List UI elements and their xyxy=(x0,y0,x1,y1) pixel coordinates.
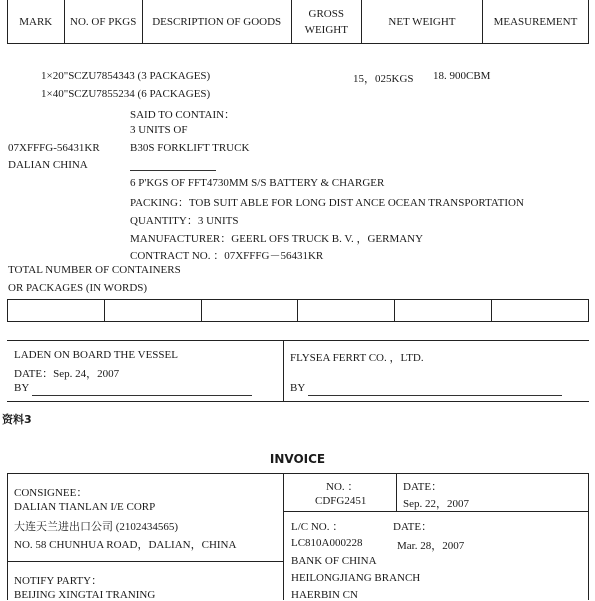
gross-weight-line2: WEIGHT xyxy=(304,23,348,36)
invoice-no-value: CDFG2451 xyxy=(315,495,367,507)
totals-cell xyxy=(105,300,202,321)
laden-date: DATE：Sep. 24，2007 xyxy=(14,368,120,380)
invoice-date-value: Sep. 22，2007 xyxy=(403,498,469,510)
consignee-chinese: 大连天兰进出口公司 (2102434565) xyxy=(14,521,179,533)
lc-no-value: LC810A000228 xyxy=(291,537,363,549)
pkgs-header: NO. OF PKGS xyxy=(65,0,143,43)
invoice-left-border xyxy=(7,473,8,600)
consignee-name: DALIAN TIANLAN I/E CORP xyxy=(14,501,156,513)
forklift-truck: B30S FORKLIFT TRUCK xyxy=(130,142,250,154)
quantity-line: QUANTITY：3 UNITS xyxy=(130,215,239,227)
goods-table-header xyxy=(7,0,589,44)
invoice-date-label: DATE： xyxy=(403,481,443,493)
net-weight-header: NET WEIGHT xyxy=(362,0,483,43)
lc-date-label: DATE： xyxy=(393,521,433,533)
totals-cell xyxy=(298,300,395,321)
section-label: 资料3 xyxy=(2,413,32,426)
gross-weight-header xyxy=(292,0,362,43)
laden-title: LADEN ON BOARD THE VESSEL xyxy=(14,349,178,361)
laden-divider xyxy=(283,340,284,402)
consignee-label: CONSIGNEE： xyxy=(14,487,88,499)
units-of: 3 UNITS OF xyxy=(130,124,188,136)
shipping-mark-2: DALIAN CHINA xyxy=(8,159,88,171)
manufacturer-line: MANUFACTURER：GEERL OFS TRUCK B. V. ，GERMANY xyxy=(130,233,424,245)
bank-city: HAERBIN CN xyxy=(291,589,358,601)
carrier-signature-line xyxy=(308,395,562,396)
invoice-no-date-divider xyxy=(396,473,397,511)
net-weight-value: 15，025KGS xyxy=(353,73,414,85)
consignee-address: NO. 58 CHUNHUA ROAD，DALIAN，CHINA xyxy=(14,539,237,551)
contract-line: CONTRACT NO. ：07XFFFG－56431KR xyxy=(130,250,324,262)
measurement-value: 18. 900CBM xyxy=(433,70,491,82)
laden-by-label: BY xyxy=(14,382,30,394)
invoice-no-label: NO. ： xyxy=(326,481,359,493)
totals-cell xyxy=(202,300,299,321)
container-line-1: 1×20"SCZU7854343 (3 PACKAGES) xyxy=(41,70,211,82)
said-to-contain: SAID TO CONTAIN： xyxy=(130,109,236,121)
container-line-2: 1×40"SCZU7855234 (6 PACKAGES) xyxy=(41,88,211,100)
notify-party-label: NOTIFY PARTY： xyxy=(14,575,103,587)
notify-party-name: BEIJING XINGTAI TRANING xyxy=(14,589,156,601)
invoice-right-row-divider xyxy=(283,511,589,512)
totals-cell xyxy=(492,300,588,321)
totals-strip xyxy=(7,299,589,322)
gross-weight-line1: GROSS xyxy=(308,7,344,20)
description-header: DESCRIPTION OF GOODS xyxy=(143,0,292,43)
laden-signature-line xyxy=(32,395,252,396)
invoice-right-border xyxy=(588,473,589,600)
invoice-mid-divider xyxy=(283,473,284,600)
battery-line: 6 P'KGS OF FFT4730MM S/S BATTERY & CHARGER xyxy=(130,177,385,189)
measurement-header: MEASUREMENT xyxy=(493,15,578,28)
carrier-name: FLYSEA FERRT CO. ，LTD. xyxy=(290,352,424,364)
mark-header: MARK xyxy=(8,0,65,43)
total-containers-label-2: OR PACKAGES (IN WORDS) xyxy=(8,282,148,294)
carrier-by-label: BY xyxy=(290,382,306,394)
invoice-title: INVOICE xyxy=(269,452,326,466)
lc-no-label: L/C NO. ： xyxy=(291,521,344,533)
shipping-mark-1: 07XFFFG-56431KR xyxy=(8,142,100,154)
invoice-top-border xyxy=(7,473,589,474)
packing-line: PACKING：TOB SUIT ABLE FOR LONG DIST ANCE OCEAN TRANSPORTATION xyxy=(130,197,524,209)
totals-cell xyxy=(8,300,105,321)
total-containers-label-1: TOTAL NUMBER OF CONTAINERS xyxy=(8,264,181,276)
bank-name: BANK OF CHINA xyxy=(291,555,377,567)
bank-branch: HEILONGJIANG BRANCH xyxy=(291,572,421,584)
invoice-left-row-divider xyxy=(7,561,284,562)
divider-line xyxy=(130,170,216,171)
lc-date-value: Mar. 28，2007 xyxy=(397,540,465,552)
totals-cell xyxy=(395,300,492,321)
